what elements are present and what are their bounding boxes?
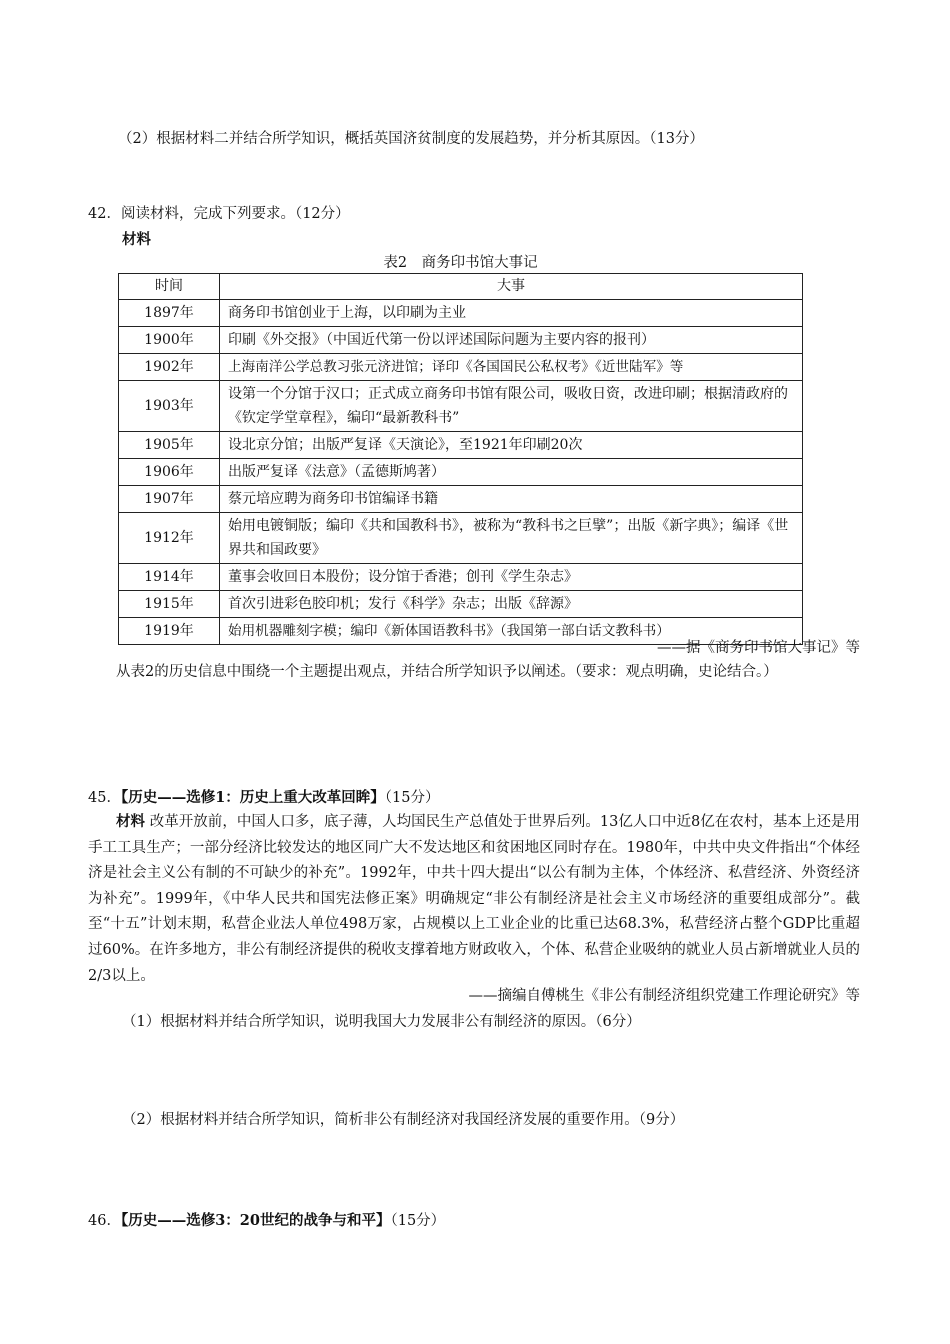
table-row [119, 459, 803, 486]
q45-title: 【历史——选修1：历史上重大改革回眸】 [120, 789, 385, 806]
table-row [119, 591, 803, 618]
q45-question-1: （1）根据材料并结合所学知识，说明我国大力发展非公有制经济的原因。（6分） [122, 1014, 641, 1030]
q42-title: 42．阅读材料，完成下列要求。（12分） [88, 206, 350, 222]
q46-title: 【历史——选修3：20世纪的战争与和平】 [120, 1212, 391, 1229]
column-header-event: 大事 [220, 274, 803, 300]
table-caption: 表2 商务印书馆大事记 [383, 255, 538, 271]
q46-score: （15分） [390, 1213, 446, 1229]
year-cell: 1897年 [119, 300, 220, 327]
event-cell: 设第一个分馆于汉口；正式成立商务印书馆有限公司，吸收日资，改进印刷；根据清政府的《钦定学堂章程》，编印“最新教科书” [220, 381, 803, 432]
event-cell: 出版严复译《法意》（孟德斯鸠著） [220, 459, 803, 486]
table-row [119, 381, 803, 432]
q45-number: 45． [88, 790, 121, 806]
table-row [119, 486, 803, 513]
event-cell: 始用机器雕刻字模；编印《新体国语教科书》（我国第一部白话文教科书） [220, 618, 803, 645]
table-header-row [119, 274, 803, 300]
table-row [119, 300, 803, 327]
table-row [119, 513, 803, 564]
q46-number: 46． [88, 1213, 121, 1229]
table-row [119, 564, 803, 591]
q41-part2-question: （2）根据材料二并结合所学知识，概括英国济贫制度的发展趋势，并分析其原因。（13分） [118, 131, 704, 147]
table-row [119, 327, 803, 354]
year-cell: 1900年 [119, 327, 220, 354]
event-cell: 始用电镀铜版；编印《共和国教科书》，被称为“教科书之巨擘”；出版《新字典》；编译《世界共和国政要》 [220, 513, 803, 564]
q45-source-citation: ——摘编自傅桃生《非公有制经济组织党建工作理论研究》等 [468, 988, 860, 1004]
year-cell: 1912年 [119, 513, 220, 564]
q45-material-label: 材料 [116, 813, 146, 830]
year-cell: 1905年 [119, 432, 220, 459]
event-cell: 印刷《外交报》（中国近代第一份以评述国际问题为主要内容的报刊） [220, 327, 803, 354]
q42-source-citation: ——据《商务印书馆大事记》等 [657, 640, 860, 656]
event-cell: 商务印书馆创业于上海，以印刷为主业 [220, 300, 803, 327]
event-cell: 上海南洋公学总教习张元济进馆；译印《各国国民公私权考》《近世陆军》等 [220, 354, 803, 381]
event-cell: 蔡元培应聘为商务印书馆编译书籍 [220, 486, 803, 513]
column-header-time: 时间 [119, 274, 220, 300]
q45-material [88, 809, 860, 989]
q46-heading [88, 1209, 445, 1230]
event-cell: 设北京分馆；出版严复译《天演论》，至1921年印刷20次 [220, 432, 803, 459]
q45-heading [88, 786, 440, 807]
year-cell: 1907年 [119, 486, 220, 513]
q42-material-label: 材料 [122, 231, 151, 248]
year-cell: 1915年 [119, 591, 220, 618]
q45-question-2: （2）根据材料并结合所学知识，简析非公有制经济对我国经济发展的重要作用。（9分） [122, 1112, 685, 1128]
year-cell: 1906年 [119, 459, 220, 486]
year-cell: 1914年 [119, 564, 220, 591]
q42-question: 从表2的历史信息中围绕一个主题提出观点，并结合所学知识予以阐述。（要求：观点明确，史论结合。） [116, 664, 778, 680]
table-row [119, 354, 803, 381]
table-row [119, 432, 803, 459]
event-cell: 董事会收回日本股份；设分馆于香港；创刊《学生杂志》 [220, 564, 803, 591]
event-cell: 首次引进彩色胶印机；发行《科学》杂志；出版《辞源》 [220, 591, 803, 618]
year-cell: 1903年 [119, 381, 220, 432]
year-cell: 1919年 [119, 618, 220, 645]
year-cell: 1902年 [119, 354, 220, 381]
q45-material-text: 改革开放前，中国人口多，底子薄，人均国民生产总值处于世界后列。13亿人口中近8亿在农村，基本上还是用手工工具生产；一部分经济比较发达的地区同广大不发达地区和贫困地区同时存在。1980年，中共中央文件指出“个体经济是社会主义公有制的不可缺少的补充”。1992年，中共十四大提出“以公有制为主体，个体经济、私营经济、外资经济为补充”。1999年，《中华人民共和国宪法修正案》明确规定“非公有制经济是社会主义市场经济的重要组成部分”。截至“十五”计划末期，私营企业法人单位498万家，占规模以上工业企业的比重已达68.3%，私营经济占整个GDP比重超过60%。在许多地方，非公有制经济提供的税收支撑着地方财政收入，个体、私营企业吸纳的就业人员占新增就业人员的2/3以上。 [88, 814, 861, 984]
events-table [118, 273, 803, 645]
q45-score: （15分） [384, 790, 440, 806]
